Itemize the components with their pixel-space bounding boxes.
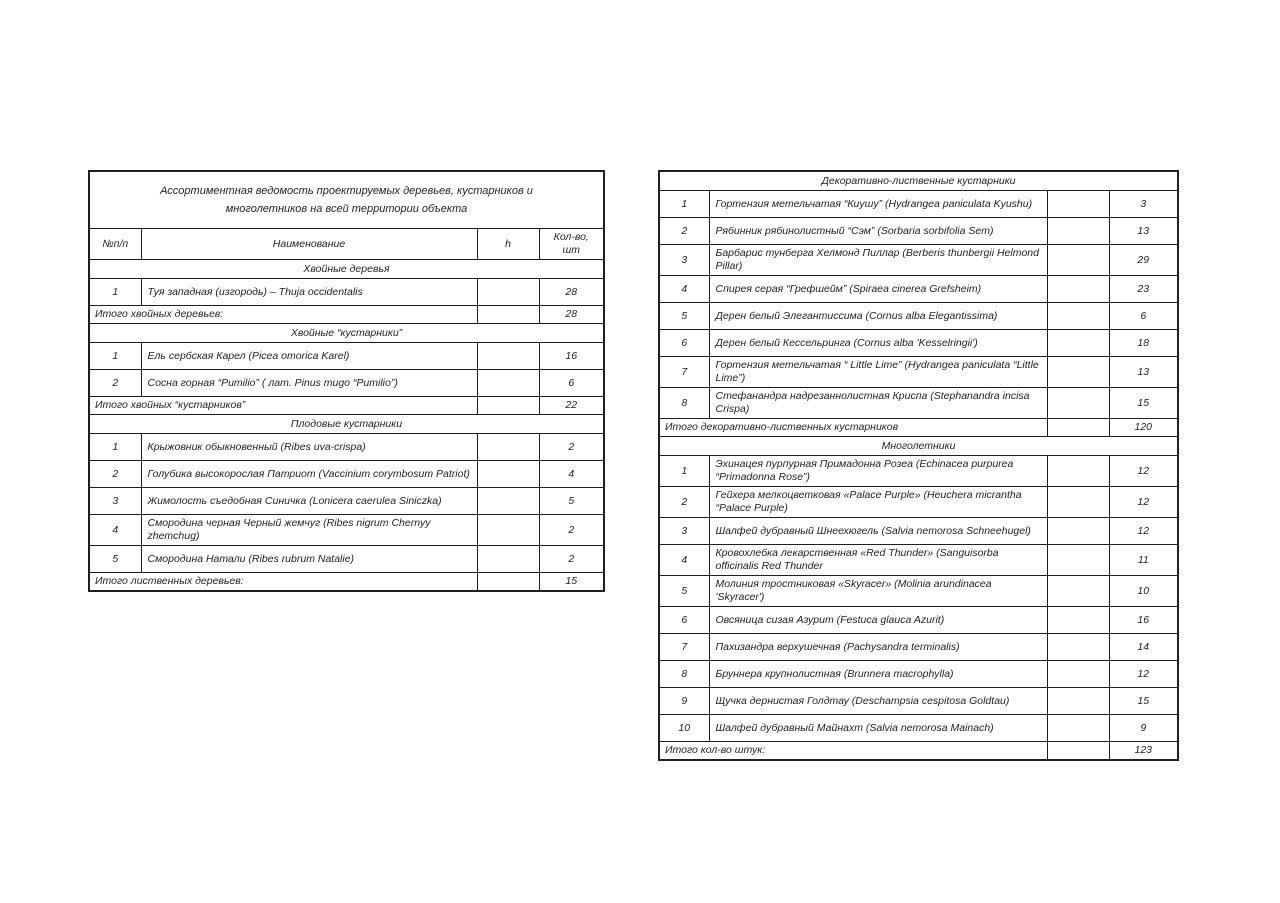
height-cell: [1047, 634, 1109, 661]
height-cell: [1047, 191, 1109, 218]
plant-name: Сосна горная “Pumilio” ( лат. Pinus mugo “Pumilio”): [141, 370, 477, 397]
total-row: [89, 573, 604, 592]
column-header-row: [89, 229, 604, 260]
quantity: 13: [1109, 357, 1178, 388]
row-number: 2: [659, 487, 709, 518]
section-title: Хвойные “кустарники”: [89, 324, 604, 343]
row-number: 1: [659, 456, 709, 487]
section-title: Плодовые кустарники: [89, 415, 604, 434]
quantity: 14: [1109, 634, 1178, 661]
row-number: 1: [89, 434, 141, 461]
row-number: 1: [89, 343, 141, 370]
row-number: 4: [659, 545, 709, 576]
plant-name: Молиния тростниковая «Skyracer» (Molinia arundinacea 'Skyracer'): [709, 576, 1047, 607]
plant-row: [659, 276, 1178, 303]
plant-row: [659, 661, 1178, 688]
plant-name: Гортензия метельчатая “Киушу” (Hydrangea paniculata Kyushu): [709, 191, 1047, 218]
table-title-row: [89, 171, 604, 229]
plant-name: Щучка дернистая Голдтау (Deschampsia cespitosa Goldtau): [709, 688, 1047, 715]
quantity: 9: [1109, 715, 1178, 742]
section-row: [89, 324, 604, 343]
section-title: Декоративно-лиственные кустарники: [659, 171, 1178, 191]
plant-name: Барбарис тунберга Хелмонд Пиллар (Berberis thunbergii Helmond Pillar): [709, 245, 1047, 276]
plant-name: Стефанандра надрезаннолистная Криспа (Stephanandra incisa Crispa): [709, 388, 1047, 419]
height-cell: [1047, 388, 1109, 419]
plant-name: Туя западная (изгородь) – Thuja occidentalis: [141, 279, 477, 306]
plant-name: Рябинник рябинолистный “Сэм” (Sorbaria sorbifolia Sem): [709, 218, 1047, 245]
plant-row: [659, 357, 1178, 388]
quantity: 3: [1109, 191, 1178, 218]
assortment-table-secondary: [658, 170, 1177, 761]
col-header-name: Наименование: [141, 229, 477, 260]
total-label: Итого хвойных “кустарников”: [89, 397, 477, 415]
title-line-1: Ассортиментная ведомость проектируемых деревьев, кустарников и: [160, 185, 533, 197]
row-number: 8: [659, 388, 709, 419]
quantity: 15: [1109, 688, 1178, 715]
plant-row: [89, 279, 604, 306]
quantity: 16: [539, 343, 604, 370]
plant-row: [659, 191, 1178, 218]
quantity: 4: [539, 461, 604, 488]
plant-name: Пахизандра верхушечная (Pachysandra terminalis): [709, 634, 1047, 661]
height-cell: [477, 434, 539, 461]
quantity: 6: [539, 370, 604, 397]
plant-row: [89, 515, 604, 546]
height-cell: [1047, 742, 1109, 761]
plant-name: Голубика высокорослая Патриот (Vaccinium corymbosum Patriot): [141, 461, 477, 488]
total-label: Итого декоративно-лиственных кустарников: [659, 419, 1047, 437]
row-number: 3: [659, 245, 709, 276]
plant-row: [659, 634, 1178, 661]
plant-name: Гейхера мелкоцветковая «Palace Purple» (Heuchera micrantha “Palace Purple): [709, 487, 1047, 518]
quantity: 12: [1109, 456, 1178, 487]
plant-row: [659, 388, 1178, 419]
height-cell: [477, 306, 539, 324]
total-label: Итого кол-во штук:: [659, 742, 1047, 761]
total-label: Итого хвойных деревьев:: [89, 306, 477, 324]
plant-name: Смородина Натали (Ribes rubrum Natalie): [141, 546, 477, 573]
height-cell: [477, 370, 539, 397]
height-cell: [1047, 456, 1109, 487]
plant-row: [659, 245, 1178, 276]
height-cell: [477, 397, 539, 415]
plant-row: [659, 545, 1178, 576]
plant-name: Дерен белый Кессельринга (Cornus alba 'Kesselringii'): [709, 330, 1047, 357]
plant-row: [659, 688, 1178, 715]
row-number: 9: [659, 688, 709, 715]
plant-row: [659, 607, 1178, 634]
height-cell: [477, 488, 539, 515]
plant-name: Шалфей дубравный Майнахт (Salvia nemorosa Mainach): [709, 715, 1047, 742]
plant-row: [89, 370, 604, 397]
height-cell: [1047, 357, 1109, 388]
row-number: 1: [659, 191, 709, 218]
height-cell: [1047, 576, 1109, 607]
quantity: 15: [1109, 388, 1178, 419]
total-quantity: 22: [539, 397, 604, 415]
plant-name: Шалфей дубравный Шнеехюгель (Salvia nemorosa Schneehugel): [709, 518, 1047, 545]
plant-name: Спирея серая “Грефшейм” (Spiraea cinerea Grefsheim): [709, 276, 1047, 303]
quantity: 2: [539, 515, 604, 546]
quantity: 12: [1109, 487, 1178, 518]
plant-name: Эхинацея пурпурная Примадонна Розеа (Echinacea purpurea “Primadonna Rose”): [709, 456, 1047, 487]
plant-row: [89, 434, 604, 461]
height-cell: [477, 461, 539, 488]
section-title: Многолетники: [659, 437, 1178, 456]
plant-row: [89, 343, 604, 370]
row-number: 7: [659, 357, 709, 388]
quantity: 5: [539, 488, 604, 515]
plant-name: Бруннера крупнолистная (Brunnera macrophylla): [709, 661, 1047, 688]
quantity: 28: [539, 279, 604, 306]
quantity: 18: [1109, 330, 1178, 357]
table-title: [89, 171, 604, 229]
plant-row: [659, 518, 1178, 545]
plant-name: Смородина черная Черный жемчуг (Ribes nigrum Chernyy zhemchug): [141, 515, 477, 546]
height-cell: [477, 279, 539, 306]
plant-name: Кровохлебка лекарственная «Red Thunder» (Sanguisorba officinalis Red Thunder: [709, 545, 1047, 576]
plant-name: Жимолость съедобная Синичка (Lonicera caerulea Siniczka): [141, 488, 477, 515]
height-cell: [1047, 218, 1109, 245]
row-number: 10: [659, 715, 709, 742]
total-row: [659, 419, 1178, 437]
quantity: 2: [539, 546, 604, 573]
plant-row: [659, 487, 1178, 518]
plant-row: [659, 715, 1178, 742]
col-header-qty: Кол-во, шт: [539, 229, 604, 260]
section-row: [659, 171, 1178, 191]
quantity: 23: [1109, 276, 1178, 303]
total-quantity: 123: [1109, 742, 1178, 761]
height-cell: [1047, 661, 1109, 688]
left-table: [88, 170, 605, 592]
section-row: [659, 437, 1178, 456]
assortment-table-main: [88, 170, 603, 592]
row-number: 2: [659, 218, 709, 245]
plant-row: [89, 461, 604, 488]
height-cell: [1047, 276, 1109, 303]
section-row: [89, 260, 604, 279]
quantity: 29: [1109, 245, 1178, 276]
height-cell: [1047, 688, 1109, 715]
plant-row: [89, 546, 604, 573]
col-header-h: h: [477, 229, 539, 260]
section-title: Хвойные деревья: [89, 260, 604, 279]
quantity: 16: [1109, 607, 1178, 634]
height-cell: [477, 546, 539, 573]
quantity: 11: [1109, 545, 1178, 576]
row-number: 5: [659, 303, 709, 330]
height-cell: [477, 343, 539, 370]
row-number: 7: [659, 634, 709, 661]
quantity: 2: [539, 434, 604, 461]
height-cell: [1047, 607, 1109, 634]
height-cell: [1047, 245, 1109, 276]
total-row: [89, 397, 604, 415]
quantity: 12: [1109, 661, 1178, 688]
plant-name: Крыжовник обыкновенный (Ribes uva-crispa): [141, 434, 477, 461]
row-number: 2: [89, 370, 141, 397]
height-cell: [1047, 419, 1109, 437]
plant-row: [659, 218, 1178, 245]
plant-name: Гортензия метельчатая “ Little Lime” (Hydrangea paniculata “Little Lime”): [709, 357, 1047, 388]
row-number: 3: [89, 488, 141, 515]
title-line-2: многолетников на всей территории объекта: [225, 203, 468, 215]
plant-name: Дерен белый Элегантиссима (Cornus alba Elegantissima): [709, 303, 1047, 330]
height-cell: [477, 515, 539, 546]
total-quantity: 28: [539, 306, 604, 324]
height-cell: [1047, 715, 1109, 742]
row-number: 1: [89, 279, 141, 306]
row-number: 3: [659, 518, 709, 545]
plant-name: Ель сербская Карел (Picea omorica Karel): [141, 343, 477, 370]
row-number: 6: [659, 330, 709, 357]
total-row: [89, 306, 604, 324]
right-table: [658, 170, 1179, 761]
height-cell: [1047, 545, 1109, 576]
plant-row: [659, 330, 1178, 357]
row-number: 5: [89, 546, 141, 573]
total-row: [659, 742, 1178, 761]
plant-row: [659, 303, 1178, 330]
height-cell: [1047, 330, 1109, 357]
height-cell: [1047, 303, 1109, 330]
quantity: 13: [1109, 218, 1178, 245]
height-cell: [477, 573, 539, 592]
plant-row: [659, 576, 1178, 607]
total-label: Итого лиственных деревьев:: [89, 573, 477, 592]
row-number: 4: [89, 515, 141, 546]
quantity: 6: [1109, 303, 1178, 330]
quantity: 10: [1109, 576, 1178, 607]
row-number: 8: [659, 661, 709, 688]
section-row: [89, 415, 604, 434]
row-number: 2: [89, 461, 141, 488]
total-quantity: 120: [1109, 419, 1178, 437]
quantity: 12: [1109, 518, 1178, 545]
height-cell: [1047, 487, 1109, 518]
row-number: 4: [659, 276, 709, 303]
plant-row: [89, 488, 604, 515]
plant-name: Овсяница сизая Азурит (Festuca glauca Azurit): [709, 607, 1047, 634]
row-number: 6: [659, 607, 709, 634]
height-cell: [1047, 518, 1109, 545]
total-quantity: 15: [539, 573, 604, 592]
plant-row: [659, 456, 1178, 487]
row-number: 5: [659, 576, 709, 607]
col-header-num: №п/п: [89, 229, 141, 260]
